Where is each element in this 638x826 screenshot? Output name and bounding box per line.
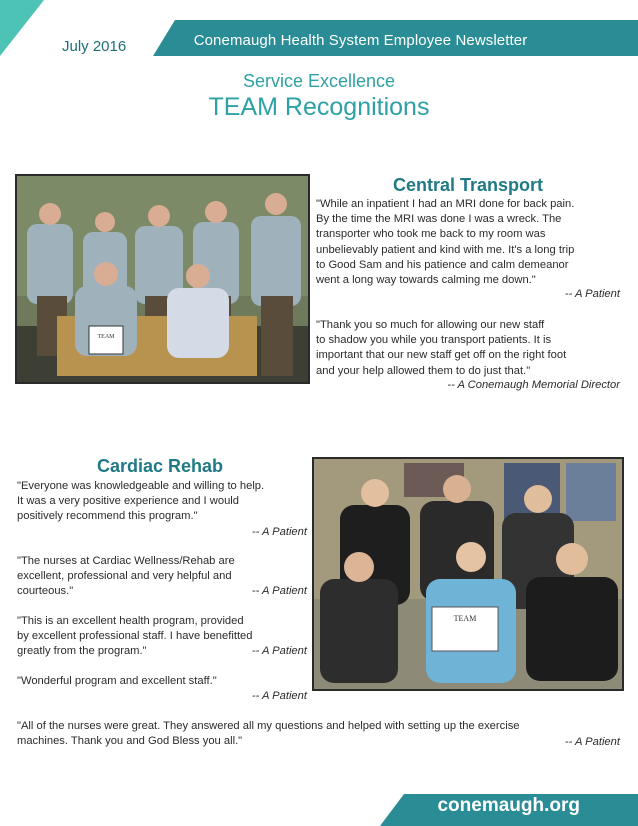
cardiac-rehab-quote-4 <box>17 674 307 689</box>
quote-line: "Everyone was knowledgeable and willing to help. <box>17 480 265 492</box>
quote-line: transporter who took me back to my room was <box>316 228 546 241</box>
cardiac-rehab-attribution-2: -- A Patient <box>251 585 307 597</box>
quote-line: "Thank you so much for allowing our new staff <box>316 319 545 331</box>
page-subtitle: Service Excellence <box>242 71 396 91</box>
newsletter-title: Conemaugh Health System Employee Newsletter <box>193 32 528 49</box>
quote-line: "Wonderful program and excellent staff." <box>17 675 217 687</box>
quote-line: and your help allowed them to do just that." <box>316 364 531 377</box>
quote-line: "All of the nurses were great. They answered all my questions and helped with setting up the exercise <box>17 720 520 732</box>
quote-line: courteous." <box>17 585 74 598</box>
certificate-label: TEAM <box>453 614 477 623</box>
central-transport-team-photo <box>15 174 310 384</box>
footer-website-link[interactable]: conemaugh.org <box>437 795 580 816</box>
quote-line: "While an inpatient I had an MRI done for back pain. <box>316 198 575 210</box>
footer-banner <box>0 790 638 826</box>
quote-line: positively recommend this program." <box>17 510 198 523</box>
certificate-label: TEAM <box>97 334 115 340</box>
quote-line: machines. Thank you and God Bless you all." <box>17 735 243 748</box>
quote-line: went a long way towards calming me down." <box>316 274 536 287</box>
cardiac-rehab-attribution-5: -- A Patient <box>564 736 620 748</box>
quote-line: excellent, professional and very helpful and <box>17 570 232 583</box>
cardiac-rehab-attribution-1: -- A Patient <box>251 526 307 538</box>
quote-line: "This is an excellent health program, provided <box>17 615 244 627</box>
cardiac-rehab-attribution-3: -- A Patient <box>251 645 307 657</box>
cardiac-rehab-team-photo <box>312 457 624 691</box>
central-transport-quote-1 <box>316 197 620 288</box>
cardiac-rehab-quote-1 <box>17 479 307 525</box>
newsletter-banner <box>153 0 638 56</box>
quote-line: important that our new staff get off on the right foot <box>316 349 567 362</box>
quote-line: greatly from the program." <box>17 645 147 658</box>
quote-line: It was a very positive experience and I would <box>17 495 240 508</box>
central-transport-heading: Central Transport <box>392 175 544 195</box>
quote-line: by excellent professional staff. I have benefitted <box>17 630 253 643</box>
cardiac-rehab-heading: Cardiac Rehab <box>96 456 224 476</box>
page-title: TEAM Recognitions <box>208 93 430 121</box>
central-transport-quote-2 <box>316 318 620 379</box>
issue-date: July 2016 <box>62 38 127 55</box>
central-transport-attribution-1: -- A Patient <box>564 288 620 300</box>
quote-line: unbelievably patient and kind with me. It's a long trip <box>316 243 575 256</box>
quote-line: "The nurses at Cardiac Wellness/Rehab are <box>17 555 235 567</box>
quote-line: to Good Sam and his patience and calm demeanor <box>316 258 569 271</box>
cardiac-rehab-attribution-4: -- A Patient <box>251 690 307 702</box>
quote-line: By the time the MRI was done I was a wreck. The <box>316 213 562 226</box>
header-corner-accent <box>0 0 44 56</box>
quote-line: to shadow you while you transport patients. It is <box>316 334 552 347</box>
central-transport-attribution-2: -- A Conemaugh Memorial Director <box>447 379 620 391</box>
